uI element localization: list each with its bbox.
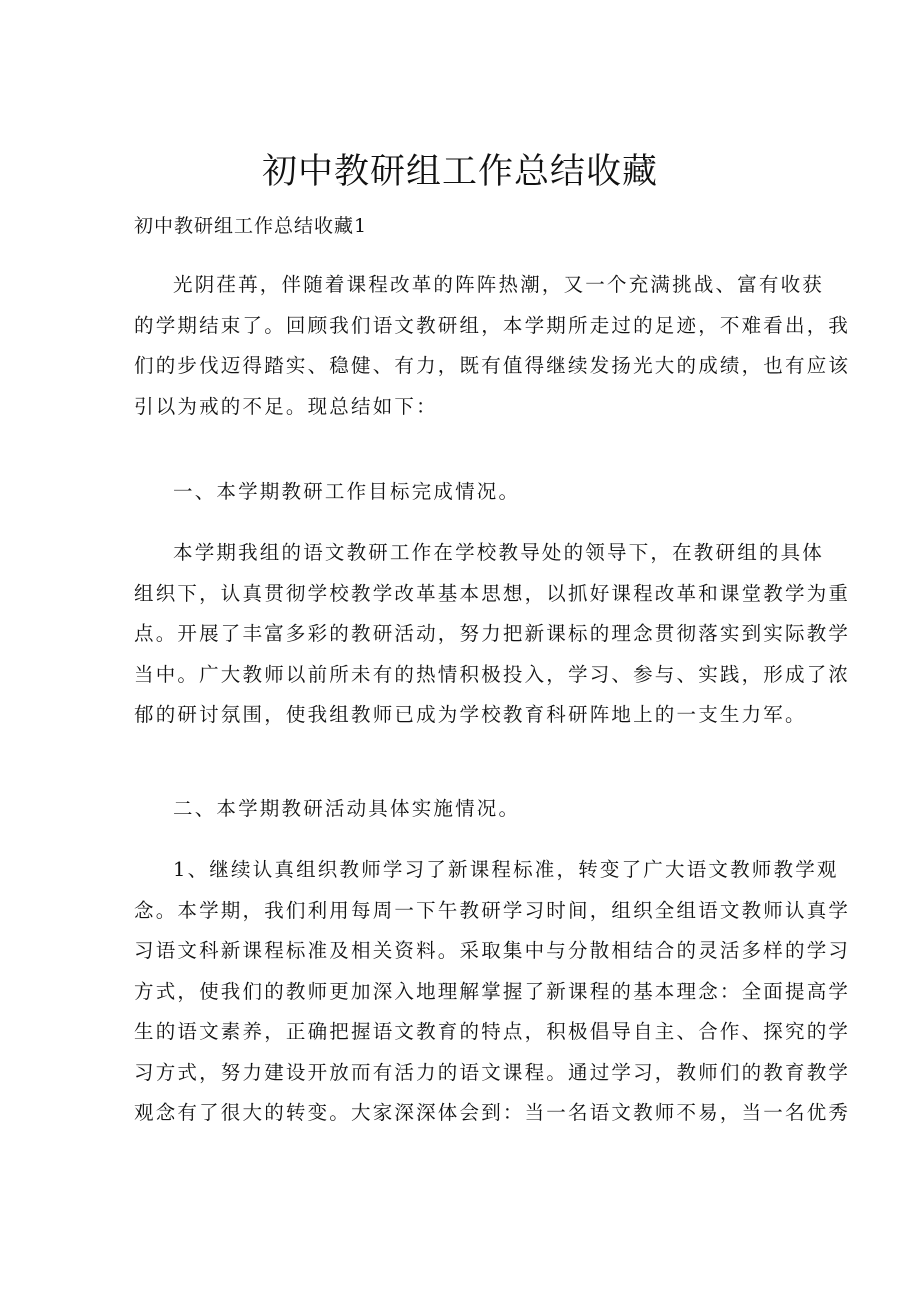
paragraph-line: 光阴荏苒，伴随着课程改革的阵阵热潮，又一个充满挑战、富有收获 [173, 273, 825, 296]
paragraph-line: 1、继续认真组织教师学习了新课程标准，转变了广大语文教师教学观 [173, 858, 839, 881]
paragraph-line: 习语文科新课程标准及相关资料。采取集中与分散相结合的灵活多样的学习 [134, 939, 851, 962]
document-title: 初中教研组工作总结收藏 [261, 152, 658, 192]
paragraph-line: 念。本学期，我们利用每周一下午教研学习时间，组织全组语文教师认真学 [134, 898, 851, 922]
paragraph-line: 生的语文素养，正确把握语文教育的特点，积极倡导自主、合作、探究的学 [134, 1020, 851, 1043]
paragraph-line: 组织下，认真贯彻学校教学改革基本思想，以抓好课程改革和课堂教学为重 [134, 581, 851, 605]
document-subtitle: 初中教研组工作总结收藏1 [134, 215, 368, 237]
paragraph-line: 们的步伐迈得踏实、稳健、有力，既有值得继续发扬光大的成绩，也有应该 [134, 354, 851, 377]
paragraph-line: 点。开展了丰富多彩的教研活动，努力把新课标的理念贯彻落实到实际教学 [134, 622, 851, 645]
section-heading-1 [134, 472, 790, 513]
section-heading-text: 一、本学期教研工作目标完成情况。 [173, 480, 521, 503]
section-heading-2 [134, 789, 790, 830]
section-heading-text: 二、本学期教研活动具体实施情况。 [173, 797, 521, 820]
paragraph-line: 当中。广大教师以前所未有的热情积极投入，学习、参与、实践，形成了浓 [134, 662, 851, 686]
paragraph-line: 观念有了很大的转变。大家深深体会到：当一名语文教师不易，当一名优秀 [134, 1101, 851, 1124]
paragraph-section-1 [134, 533, 851, 736]
paragraph-line: 引以为戒的不足。现总结如下： [134, 394, 438, 418]
paragraph-line: 本学期我组的语文教研工作在学校教导处的领导下，在教研组的具体 [173, 541, 825, 564]
paragraph-line: 郁的研讨氛围，使我组教师已成为学校教育科研阵地上的一支生力军。 [134, 703, 807, 726]
paragraph-line: 方式，使我们的教师更加深入地理解掌握了新课程的基本理念：全面提高学 [134, 979, 851, 1003]
paragraph-line: 的学期结束了。回顾我们语文教研组，本学期所走过的足迹，不难看出，我 [134, 313, 851, 337]
paragraph-section-2 [134, 850, 851, 1134]
paragraph-line: 习方式，努力建设开放而有活力的语文课程。通过学习，教师们的教育教学 [134, 1060, 851, 1084]
paragraph-intro [134, 265, 851, 427]
